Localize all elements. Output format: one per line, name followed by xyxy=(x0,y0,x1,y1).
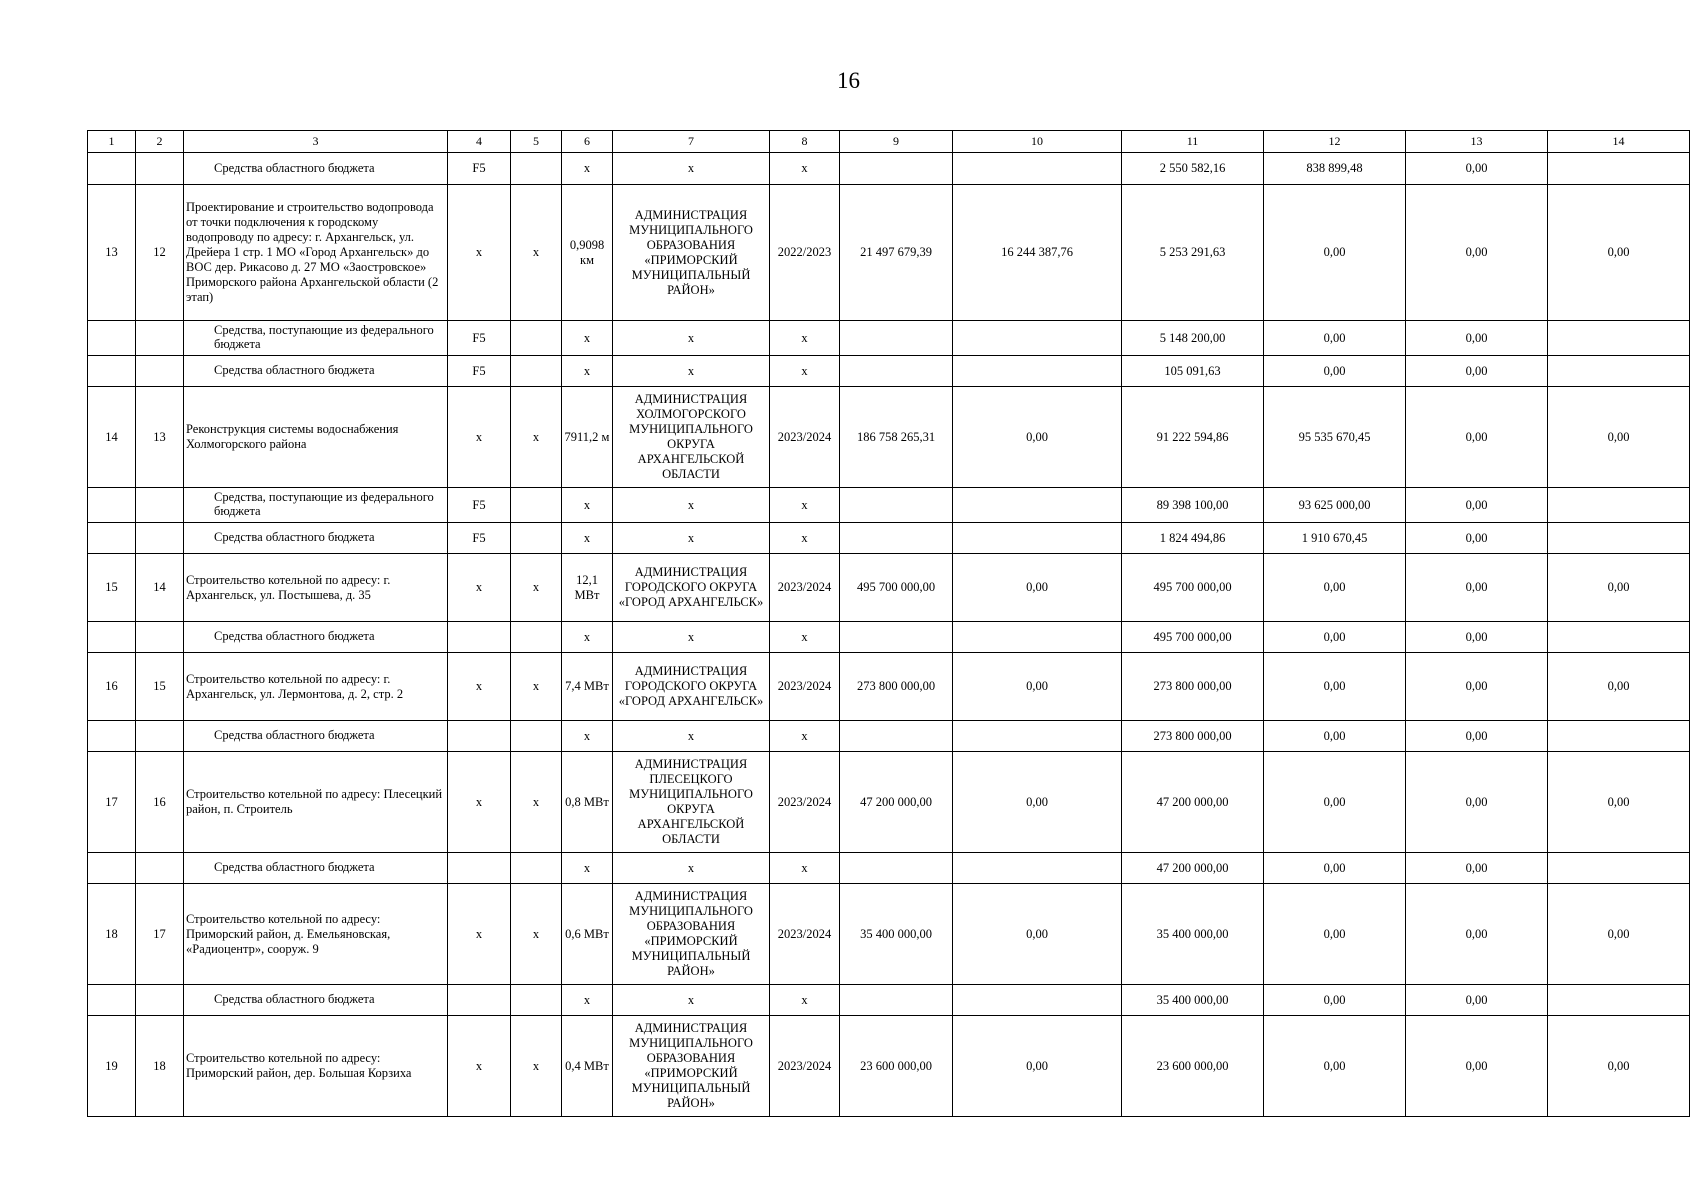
object-name-cell: Средства, поступающие из федерального бюджета xyxy=(184,321,448,356)
funding-source-row xyxy=(88,622,1690,653)
object-name-cell: Средства областного бюджета xyxy=(184,985,448,1016)
amount-col-14-cell xyxy=(1548,356,1690,387)
amount-col-13-cell: 0,00 xyxy=(1406,356,1548,387)
financed-before-cell xyxy=(953,488,1122,523)
years-cell: x xyxy=(770,622,840,653)
years-cell: 2023/2024 xyxy=(770,1016,840,1117)
amount-col-12-cell: 95 535 670,45 xyxy=(1264,387,1406,488)
amount-col-12-cell: 0,00 xyxy=(1264,653,1406,721)
customer-cell: АДМИНИСТРАЦИЯ ХОЛМОГОРСКОГО МУНИЦИПАЛЬНОГО ОКРУГА АРХАНГЕЛЬСКОЙ ОБЛАСТИ xyxy=(613,387,770,488)
amount-col-13-cell: 0,00 xyxy=(1406,523,1548,554)
amount-col-14-cell xyxy=(1548,853,1690,884)
row-number-cell: 16 xyxy=(88,653,136,721)
estimated-cost-cell: 35 400 000,00 xyxy=(840,884,953,985)
years-cell: 2023/2024 xyxy=(770,554,840,622)
object-name-cell: Реконструкция системы водоснабжения Холмогорского района xyxy=(184,387,448,488)
amount-col-12-cell: 1 910 670,45 xyxy=(1264,523,1406,554)
funding-source-row xyxy=(88,853,1690,884)
amount-col-13-cell: 0,00 xyxy=(1406,622,1548,653)
years-cell: x xyxy=(770,488,840,523)
amount-col-13-cell: 0,00 xyxy=(1406,387,1548,488)
customer-cell: x xyxy=(613,853,770,884)
amount-col-12-cell: 0,00 xyxy=(1264,853,1406,884)
object-name-cell: Строительство котельной по адресу: Приморский район, дер. Большая Корзиха xyxy=(184,1016,448,1117)
code-cell: F5 xyxy=(448,356,511,387)
amount-col-14-cell xyxy=(1548,153,1690,185)
amount-col-12-cell: 0,00 xyxy=(1264,1016,1406,1117)
amount-col-11-cell: 495 700 000,00 xyxy=(1122,554,1264,622)
years-cell: x xyxy=(770,985,840,1016)
customer-cell: x xyxy=(613,356,770,387)
column-header-10: 10 xyxy=(953,131,1122,153)
column-header-2: 2 xyxy=(136,131,184,153)
table-row xyxy=(88,653,1690,721)
years-cell: x xyxy=(770,356,840,387)
years-cell: x xyxy=(770,853,840,884)
col-5-cell: x xyxy=(511,1016,562,1117)
col-5-cell xyxy=(511,622,562,653)
budget-table xyxy=(87,130,1690,1117)
code-cell: F5 xyxy=(448,523,511,554)
financed-before-cell: 0,00 xyxy=(953,752,1122,853)
code-cell xyxy=(448,622,511,653)
amount-col-11-cell: 23 600 000,00 xyxy=(1122,1016,1264,1117)
position-number-cell xyxy=(136,488,184,523)
estimated-cost-cell: 495 700 000,00 xyxy=(840,554,953,622)
position-number-cell: 18 xyxy=(136,1016,184,1117)
position-number-cell: 14 xyxy=(136,554,184,622)
years-cell: 2022/2023 xyxy=(770,185,840,321)
table-row xyxy=(88,752,1690,853)
amount-col-13-cell: 0,00 xyxy=(1406,884,1548,985)
code-cell: F5 xyxy=(448,488,511,523)
table-row xyxy=(88,884,1690,985)
column-header-12: 12 xyxy=(1264,131,1406,153)
capacity-cell: x xyxy=(562,853,613,884)
financed-before-cell: 16 244 387,76 xyxy=(953,185,1122,321)
funding-source-row xyxy=(88,153,1690,185)
code-cell xyxy=(448,985,511,1016)
amount-col-14-cell: 0,00 xyxy=(1548,752,1690,853)
amount-col-11-cell: 495 700 000,00 xyxy=(1122,622,1264,653)
estimated-cost-cell xyxy=(840,356,953,387)
funding-source-row xyxy=(88,523,1690,554)
amount-col-13-cell: 0,00 xyxy=(1406,488,1548,523)
row-number-cell xyxy=(88,622,136,653)
amount-col-13-cell: 0,00 xyxy=(1406,1016,1548,1117)
row-number-cell xyxy=(88,721,136,752)
capacity-cell: 0,4 МВт xyxy=(562,1016,613,1117)
amount-col-12-cell: 0,00 xyxy=(1264,721,1406,752)
years-cell: 2023/2024 xyxy=(770,752,840,853)
amount-col-12-cell: 0,00 xyxy=(1264,752,1406,853)
amount-col-11-cell: 5 148 200,00 xyxy=(1122,321,1264,356)
position-number-cell: 17 xyxy=(136,884,184,985)
amount-col-12-cell: 0,00 xyxy=(1264,356,1406,387)
financed-before-cell: 0,00 xyxy=(953,1016,1122,1117)
estimated-cost-cell xyxy=(840,321,953,356)
customer-cell: АДМИНИСТРАЦИЯ ГОРОДСКОГО ОКРУГА «ГОРОД АРХАНГЕЛЬСК» xyxy=(613,653,770,721)
customer-cell: x xyxy=(613,488,770,523)
object-name-cell: Средства областного бюджета xyxy=(184,721,448,752)
amount-col-14-cell xyxy=(1548,523,1690,554)
years-cell: x xyxy=(770,153,840,185)
amount-col-13-cell: 0,00 xyxy=(1406,721,1548,752)
table-row xyxy=(88,387,1690,488)
object-name-cell: Средства областного бюджета xyxy=(184,853,448,884)
amount-col-13-cell: 0,00 xyxy=(1406,653,1548,721)
col-5-cell: x xyxy=(511,653,562,721)
amount-col-12-cell: 0,00 xyxy=(1264,185,1406,321)
col-5-cell xyxy=(511,356,562,387)
amount-col-11-cell: 89 398 100,00 xyxy=(1122,488,1264,523)
amount-col-13-cell: 0,00 xyxy=(1406,853,1548,884)
object-name-cell: Средства областного бюджета xyxy=(184,622,448,653)
financed-before-cell xyxy=(953,622,1122,653)
row-number-cell: 13 xyxy=(88,185,136,321)
table-row xyxy=(88,554,1690,622)
object-name-cell: Средства областного бюджета xyxy=(184,523,448,554)
code-cell: x xyxy=(448,185,511,321)
customer-cell: АДМИНИСТРАЦИЯ МУНИЦИПАЛЬНОГО ОБРАЗОВАНИЯ «ПРИМОРСКИЙ МУНИЦИПАЛЬНЫЙ РАЙОН» xyxy=(613,185,770,321)
estimated-cost-cell xyxy=(840,523,953,554)
amount-col-14-cell xyxy=(1548,321,1690,356)
financed-before-cell: 0,00 xyxy=(953,554,1122,622)
estimated-cost-cell xyxy=(840,488,953,523)
row-number-cell: 14 xyxy=(88,387,136,488)
position-number-cell: 12 xyxy=(136,185,184,321)
col-5-cell xyxy=(511,853,562,884)
col-5-cell: x xyxy=(511,185,562,321)
estimated-cost-cell: 23 600 000,00 xyxy=(840,1016,953,1117)
estimated-cost-cell: 47 200 000,00 xyxy=(840,752,953,853)
col-5-cell: x xyxy=(511,554,562,622)
object-name-cell: Проектирование и строительство водопровода от точки подключения к городскому водопроводу по адресу: г. Архангельск, ул. Дрейера 1 стр. 1 МО «Город Архангельск» до ВОС дер. Рикасово д. 27 МО «Заостровское» Приморского района Архангельской области (2 этап) xyxy=(184,185,448,321)
financed-before-cell: 0,00 xyxy=(953,387,1122,488)
column-header-14: 14 xyxy=(1548,131,1690,153)
row-number-cell xyxy=(88,985,136,1016)
code-cell xyxy=(448,853,511,884)
capacity-cell: x xyxy=(562,721,613,752)
funding-source-row xyxy=(88,721,1690,752)
amount-col-11-cell: 35 400 000,00 xyxy=(1122,985,1264,1016)
row-number-cell xyxy=(88,321,136,356)
years-cell: x xyxy=(770,523,840,554)
customer-cell: x xyxy=(613,721,770,752)
estimated-cost-cell xyxy=(840,985,953,1016)
col-5-cell: x xyxy=(511,387,562,488)
amount-col-14-cell: 0,00 xyxy=(1548,1016,1690,1117)
row-number-cell xyxy=(88,853,136,884)
code-cell xyxy=(448,721,511,752)
capacity-cell: 0,6 МВт xyxy=(562,884,613,985)
amount-col-11-cell: 2 550 582,16 xyxy=(1122,153,1264,185)
customer-cell: x xyxy=(613,523,770,554)
amount-col-11-cell: 273 800 000,00 xyxy=(1122,653,1264,721)
amount-col-12-cell: 0,00 xyxy=(1264,321,1406,356)
amount-col-11-cell: 1 824 494,86 xyxy=(1122,523,1264,554)
code-cell: x xyxy=(448,884,511,985)
object-name-cell: Средства, поступающие из федерального бюджета xyxy=(184,488,448,523)
column-header-3: 3 xyxy=(184,131,448,153)
amount-col-13-cell: 0,00 xyxy=(1406,185,1548,321)
amount-col-11-cell: 105 091,63 xyxy=(1122,356,1264,387)
table-row xyxy=(88,1016,1690,1117)
amount-col-14-cell: 0,00 xyxy=(1548,185,1690,321)
years-cell: 2023/2024 xyxy=(770,387,840,488)
amount-col-11-cell: 47 200 000,00 xyxy=(1122,752,1264,853)
amount-col-12-cell: 0,00 xyxy=(1264,884,1406,985)
amount-col-11-cell: 5 253 291,63 xyxy=(1122,185,1264,321)
amount-col-14-cell: 0,00 xyxy=(1548,653,1690,721)
code-cell: x xyxy=(448,387,511,488)
position-number-cell: 16 xyxy=(136,752,184,853)
years-cell: x xyxy=(770,321,840,356)
financed-before-cell xyxy=(953,523,1122,554)
capacity-cell: 7911,2 м xyxy=(562,387,613,488)
row-number-cell: 19 xyxy=(88,1016,136,1117)
object-name-cell: Средства областного бюджета xyxy=(184,153,448,185)
row-number-cell xyxy=(88,356,136,387)
col-5-cell xyxy=(511,321,562,356)
financed-before-cell: 0,00 xyxy=(953,884,1122,985)
position-number-cell xyxy=(136,622,184,653)
amount-col-13-cell: 0,00 xyxy=(1406,985,1548,1016)
col-5-cell xyxy=(511,153,562,185)
amount-col-11-cell: 91 222 594,86 xyxy=(1122,387,1264,488)
code-cell: F5 xyxy=(448,153,511,185)
position-number-cell: 15 xyxy=(136,653,184,721)
position-number-cell xyxy=(136,721,184,752)
amount-col-13-cell: 0,00 xyxy=(1406,153,1548,185)
code-cell: x xyxy=(448,554,511,622)
amount-col-12-cell: 838 899,48 xyxy=(1264,153,1406,185)
position-number-cell xyxy=(136,321,184,356)
position-number-cell xyxy=(136,523,184,554)
amount-col-14-cell: 0,00 xyxy=(1548,554,1690,622)
capacity-cell: x xyxy=(562,488,613,523)
amount-col-12-cell: 93 625 000,00 xyxy=(1264,488,1406,523)
position-number-cell xyxy=(136,356,184,387)
amount-col-14-cell xyxy=(1548,985,1690,1016)
code-cell: F5 xyxy=(448,321,511,356)
financed-before-cell xyxy=(953,321,1122,356)
capacity-cell: x xyxy=(562,622,613,653)
amount-col-14-cell: 0,00 xyxy=(1548,387,1690,488)
amount-col-14-cell xyxy=(1548,622,1690,653)
estimated-cost-cell: 273 800 000,00 xyxy=(840,653,953,721)
financed-before-cell xyxy=(953,721,1122,752)
column-header-1: 1 xyxy=(88,131,136,153)
financed-before-cell xyxy=(953,153,1122,185)
amount-col-14-cell xyxy=(1548,721,1690,752)
object-name-cell: Строительство котельной по адресу: Приморский район, д. Емельяновская, «Радиоцентр», сооруж. 9 xyxy=(184,884,448,985)
customer-cell: x xyxy=(613,153,770,185)
capacity-cell: 12,1 МВт xyxy=(562,554,613,622)
amount-col-14-cell xyxy=(1548,488,1690,523)
row-number-cell xyxy=(88,153,136,185)
code-cell: x xyxy=(448,653,511,721)
estimated-cost-cell xyxy=(840,153,953,185)
col-5-cell xyxy=(511,488,562,523)
col-5-cell xyxy=(511,523,562,554)
customer-cell: x xyxy=(613,622,770,653)
column-header-6: 6 xyxy=(562,131,613,153)
funding-source-row xyxy=(88,985,1690,1016)
capacity-cell: x xyxy=(562,985,613,1016)
object-name-cell: Строительство котельной по адресу: Плесецкий район, п. Строитель xyxy=(184,752,448,853)
row-number-cell: 15 xyxy=(88,554,136,622)
object-name-cell: Средства областного бюджета xyxy=(184,356,448,387)
amount-col-11-cell: 273 800 000,00 xyxy=(1122,721,1264,752)
estimated-cost-cell: 21 497 679,39 xyxy=(840,185,953,321)
financed-before-cell xyxy=(953,356,1122,387)
row-number-cell: 17 xyxy=(88,752,136,853)
row-number-cell xyxy=(88,523,136,554)
column-header-9: 9 xyxy=(840,131,953,153)
financed-before-cell: 0,00 xyxy=(953,653,1122,721)
amount-col-12-cell: 0,00 xyxy=(1264,985,1406,1016)
column-header-11: 11 xyxy=(1122,131,1264,153)
estimated-cost-cell xyxy=(840,853,953,884)
customer-cell: АДМИНИСТРАЦИЯ МУНИЦИПАЛЬНОГО ОБРАЗОВАНИЯ «ПРИМОРСКИЙ МУНИЦИПАЛЬНЫЙ РАЙОН» xyxy=(613,1016,770,1117)
estimated-cost-cell xyxy=(840,622,953,653)
code-cell: x xyxy=(448,1016,511,1117)
column-header-7: 7 xyxy=(613,131,770,153)
customer-cell: x xyxy=(613,985,770,1016)
amount-col-13-cell: 0,00 xyxy=(1406,321,1548,356)
object-name-cell: Строительство котельной по адресу: г. Архангельск, ул. Лермонтова, д. 2, стр. 2 xyxy=(184,653,448,721)
page-number: 16 xyxy=(837,68,860,93)
object-name-cell: Строительство котельной по адресу: г. Архангельск, ул. Постышева, д. 35 xyxy=(184,554,448,622)
capacity-cell: 0,8 МВт xyxy=(562,752,613,853)
table-row xyxy=(88,185,1690,321)
amount-col-13-cell: 0,00 xyxy=(1406,554,1548,622)
funding-source-row xyxy=(88,356,1690,387)
row-number-cell xyxy=(88,488,136,523)
col-5-cell xyxy=(511,721,562,752)
estimated-cost-cell: 186 758 265,31 xyxy=(840,387,953,488)
amount-col-12-cell: 0,00 xyxy=(1264,622,1406,653)
position-number-cell xyxy=(136,153,184,185)
amount-col-12-cell: 0,00 xyxy=(1264,554,1406,622)
years-cell: 2023/2024 xyxy=(770,653,840,721)
column-header-5: 5 xyxy=(511,131,562,153)
amount-col-13-cell: 0,00 xyxy=(1406,752,1548,853)
customer-cell: x xyxy=(613,321,770,356)
position-number-cell xyxy=(136,985,184,1016)
position-number-cell xyxy=(136,853,184,884)
capacity-cell: 0,9098 км xyxy=(562,185,613,321)
customer-cell: АДМИНИСТРАЦИЯ МУНИЦИПАЛЬНОГО ОБРАЗОВАНИЯ «ПРИМОРСКИЙ МУНИЦИПАЛЬНЫЙ РАЙОН» xyxy=(613,884,770,985)
capacity-cell: x xyxy=(562,523,613,554)
amount-col-11-cell: 35 400 000,00 xyxy=(1122,884,1264,985)
column-header-13: 13 xyxy=(1406,131,1548,153)
capacity-cell: x xyxy=(562,153,613,185)
column-header-8: 8 xyxy=(770,131,840,153)
customer-cell: АДМИНИСТРАЦИЯ ГОРОДСКОГО ОКРУГА «ГОРОД АРХАНГЕЛЬСК» xyxy=(613,554,770,622)
col-5-cell: x xyxy=(511,752,562,853)
col-5-cell: x xyxy=(511,884,562,985)
amount-col-14-cell: 0,00 xyxy=(1548,884,1690,985)
capacity-cell: 7,4 МВт xyxy=(562,653,613,721)
code-cell: x xyxy=(448,752,511,853)
capacity-cell: x xyxy=(562,356,613,387)
years-cell: 2023/2024 xyxy=(770,884,840,985)
estimated-cost-cell xyxy=(840,721,953,752)
years-cell: x xyxy=(770,721,840,752)
funding-source-row xyxy=(88,488,1690,523)
row-number-cell: 18 xyxy=(88,884,136,985)
amount-col-11-cell: 47 200 000,00 xyxy=(1122,853,1264,884)
table-body xyxy=(88,131,1690,1117)
table-header-row xyxy=(88,131,1690,153)
position-number-cell: 13 xyxy=(136,387,184,488)
financed-before-cell xyxy=(953,853,1122,884)
column-header-4: 4 xyxy=(448,131,511,153)
funding-source-row xyxy=(88,321,1690,356)
capacity-cell: x xyxy=(562,321,613,356)
financed-before-cell xyxy=(953,985,1122,1016)
customer-cell: АДМИНИСТРАЦИЯ ПЛЕСЕЦКОГО МУНИЦИПАЛЬНОГО ОКРУГА АРХАНГЕЛЬСКОЙ ОБЛАСТИ xyxy=(613,752,770,853)
col-5-cell xyxy=(511,985,562,1016)
